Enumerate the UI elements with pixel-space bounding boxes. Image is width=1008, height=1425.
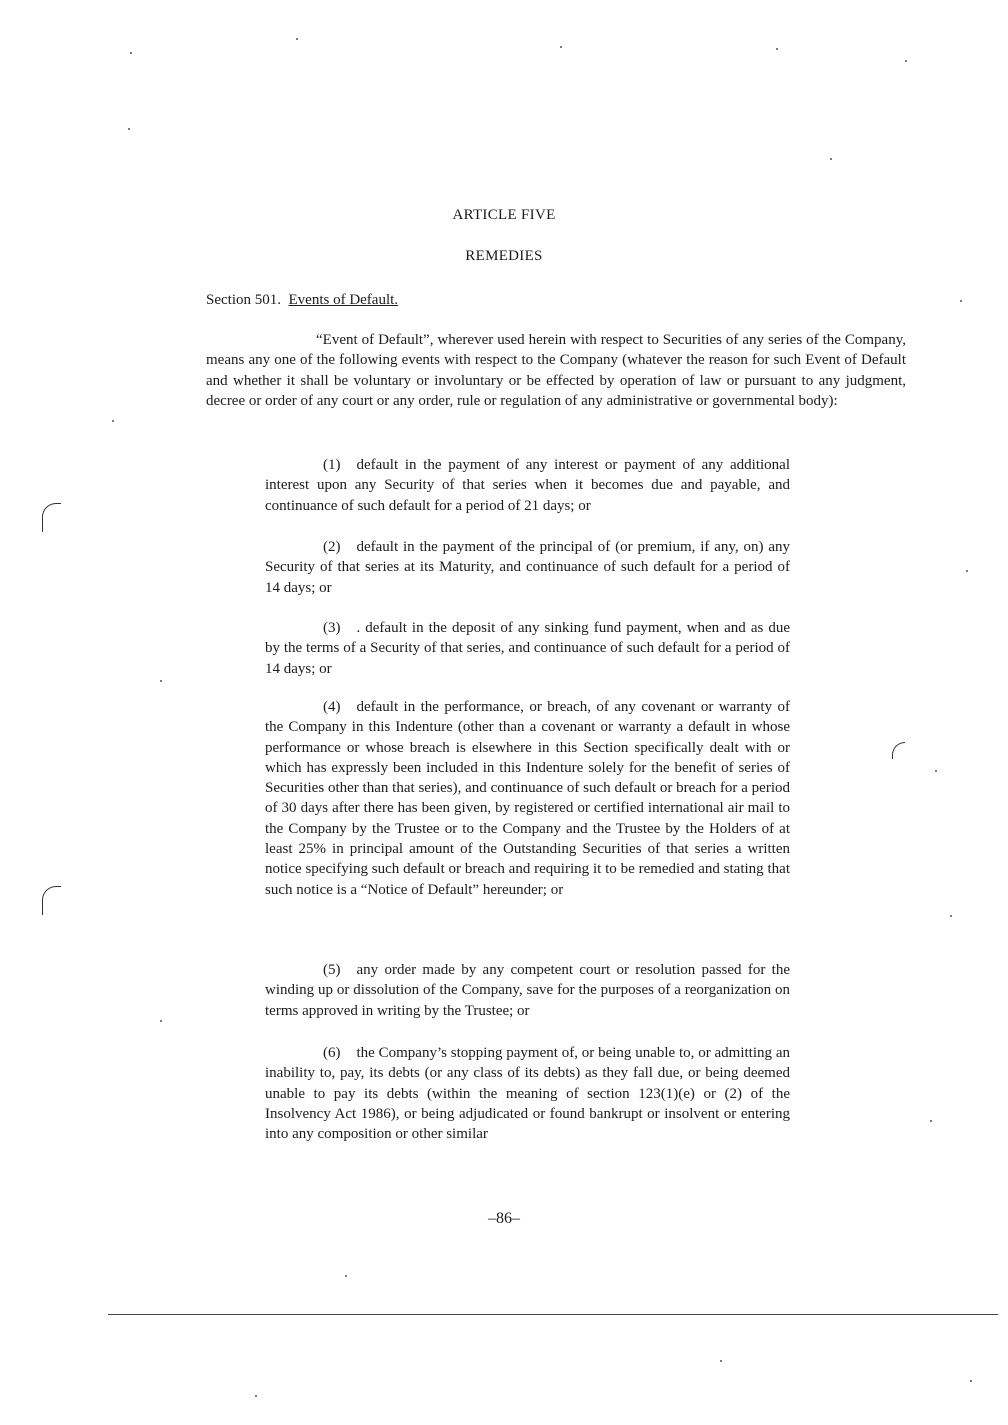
section-title: Events of Default. <box>288 292 399 308</box>
article-subheading: REMEDIES <box>465 248 543 264</box>
scan-speck <box>830 158 832 160</box>
scan-speck <box>255 1395 257 1397</box>
scan-speck <box>345 1275 347 1277</box>
scan-speck <box>966 570 968 572</box>
list-item <box>265 618 790 679</box>
list-item <box>265 1043 790 1144</box>
section-label: Section 501. <box>206 292 281 308</box>
item-number: (2) <box>323 539 341 555</box>
item-number: (3) <box>323 620 341 636</box>
list-item <box>265 455 790 516</box>
item-text: . default in the deposit of any sinking fund payment, when and as due by the terms of a Security of that series, and continuance of such default for a period of 14 days; or <box>265 620 790 677</box>
scan-speck <box>970 1380 972 1382</box>
scan-mark <box>42 886 61 915</box>
scan-speck <box>160 680 162 682</box>
scan-mark <box>892 742 905 759</box>
scan-speck <box>112 420 114 422</box>
scan-speck <box>935 770 937 772</box>
item-text: any order made by any competent court or resolution passed for the winding up or dissolution of the Company, save for the purposes of a reorganization on terms approved in writing by the Trustee; or <box>265 962 790 1019</box>
footer-rule <box>108 1314 998 1315</box>
page-number: –86– <box>488 1210 520 1227</box>
scan-speck <box>776 48 778 50</box>
section-heading <box>206 292 398 309</box>
item-text: default in the performance, or breach, of any covenant or warranty of the Company in this Indenture (other than a covenant or warranty a default in whose performance or whose breach is elsewhere in this Section specifically dealt with or which has expressly been included in this Indenture solely for the benefit of series of Securities other than that series), and continuance of such default or breach for a period of 30 days after there has been given, by registered or certified international air mail to the Company by the Trustee or to the Company and the Trustee by the Holders of at least 25% in principal amount of the Outstanding Securities of that series a written notice specifying such default or breach and requiring it to be remedied and stating that such notice is a “Notice of Default” hereunder; or <box>265 699 790 898</box>
item-number: (5) <box>323 962 341 978</box>
scan-speck <box>960 300 962 302</box>
scan-speck <box>130 52 132 54</box>
scan-speck <box>160 1020 162 1022</box>
item-text: default in the payment of any interest or payment of any additional interest upon any Security of that series when it becomes due and payable, and continuance of such default for a period of 21 days; or <box>265 457 790 514</box>
scan-speck <box>905 60 907 62</box>
scan-speck <box>296 38 298 40</box>
scan-speck <box>720 1360 722 1362</box>
list-item <box>265 537 790 598</box>
item-number: (4) <box>323 699 341 715</box>
scan-speck <box>560 46 562 48</box>
item-text: the Company’s stopping payment of, or being unable to, or admitting an inability to, pay, its debts (or any class of its debts) as they fall due, or being deemed unable to pay its debts (within the meaning of section 123(1)(e) or (2) of the Insolvency Act 1986), or being adjudicated or found bankrupt or insolvent or entering into any composition or other similar <box>265 1045 790 1143</box>
list-item <box>265 697 790 900</box>
scan-mark <box>42 503 61 532</box>
item-number: (1) <box>323 457 341 473</box>
item-number: (6) <box>323 1045 341 1061</box>
scan-speck <box>128 128 130 130</box>
section-intro-paragraph: “Event of Default”, wherever used herein with respect to Securities of any series of the Company, means any one of the following events with respect to the Company (whatever the reason for such Event of Default and whether it shall be voluntary or involuntary or be effected by operation of law or pursuant to any judgment, decree or order of any court or any order, rule or regulation of any administrative or governmental body): <box>206 332 906 409</box>
article-heading: ARTICLE FIVE <box>452 207 556 223</box>
list-item <box>265 960 790 1021</box>
scan-speck <box>950 915 952 917</box>
item-text: default in the payment of the principal of (or premium, if any, on) any Security of that series at its Maturity, and continuance of such default for a period of 14 days; or <box>265 539 790 596</box>
scan-speck <box>930 1120 932 1122</box>
